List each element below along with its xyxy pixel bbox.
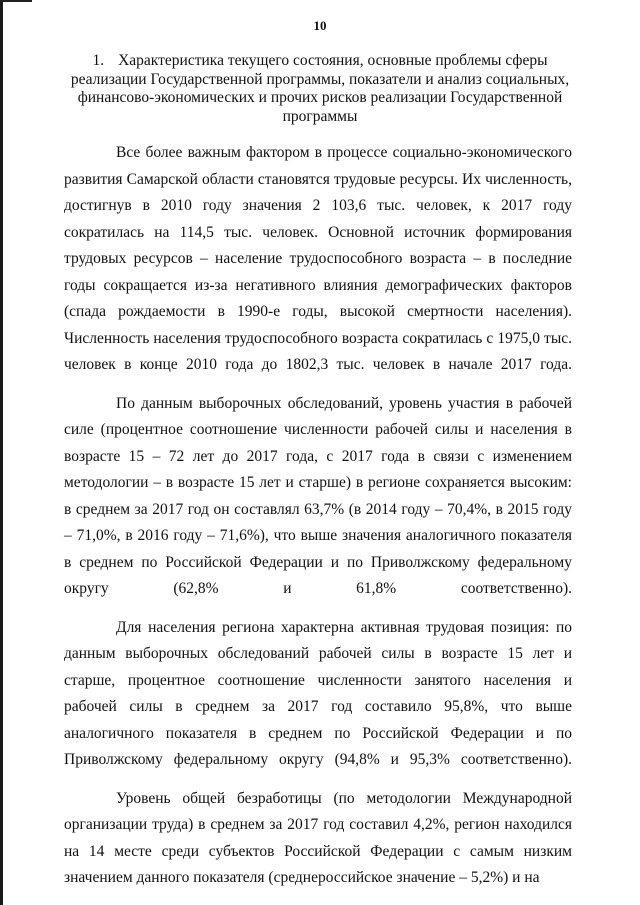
section-heading [70, 52, 570, 126]
body-text [64, 140, 572, 892]
page-number: 10 [313, 18, 327, 33]
scan-border-left [0, 0, 3, 905]
section-title: Характеристика текущего состояния, основные проблемы сферы реализации Государственной программы, показатели и анализ социальных, финансово-экономических и прочих рисков реализации Государственной программы [70, 52, 570, 125]
scan-border-top [0, 0, 32, 2]
paragraph-labor-resources: Все более важным фактором в процессе социально-экономического развития Самарской области становятся трудовые ресурсы. Их численность, достигнув в 2010 году значения 2 103,6 тыс. человек, к 2017 году сократилась на 114,5 тыс. человек. Основной источник формирования трудовых ресурсов – население трудоспособного возраста – в последние годы сокращается из-за негативного влияния демографических факторов (спада рождаемости в 1990-е годы, высокой смертности населения). Численность населения трудоспособного возраста сократилась с 1975,0 тыс. человек в конце 2010 года до 1802,3 тыс. человек в начале 2017 года. [64, 144, 572, 373]
paragraph-employment: Для населения региона характерна активная трудовая позиция: по данным выборочных обследований рабочей силы в возрасте 15 лет и старше, процентное соотношение численности занятого населения и рабочей силы в среднем за 2017 год составило 95,8%, что выше аналогичного показателя в среднем по Российской Федерации и по Приволжскому федеральному округу (94,8% и 95,3% соответственно). [64, 618, 572, 768]
paragraph-labor-force-participation: По данным выборочных обследований, уровень участия в рабочей силе (процентное соотношение численности рабочей силы и населения в возрасте 15 – 72 лет до 2017 года, с 2017 года в связи с изменением методологии – в возрасте 15 лет и старше) в регионе сохраняется высоким: в среднем за 2017 год он составлял 63,7% (в 2014 году – 70,4%, в 2015 году – 71,0%, в 2016 году – 71,6%), что выше значения аналогичного показателя в среднем по Российской Федерации и по Приволжскому федеральному округу (62,8% и 61,8% соответственно). [64, 394, 572, 597]
paragraph-unemployment: Уровень общей безработицы (по методологии Международной организации труда) в среднем за 2017 год составил 4,2%, регион находился на 14 месте среди субъектов Российской Федерации с самым низким значением данного показателя (среднероссийское значение – 5,2%) и на [64, 789, 572, 886]
section-number: 1. [92, 52, 105, 69]
